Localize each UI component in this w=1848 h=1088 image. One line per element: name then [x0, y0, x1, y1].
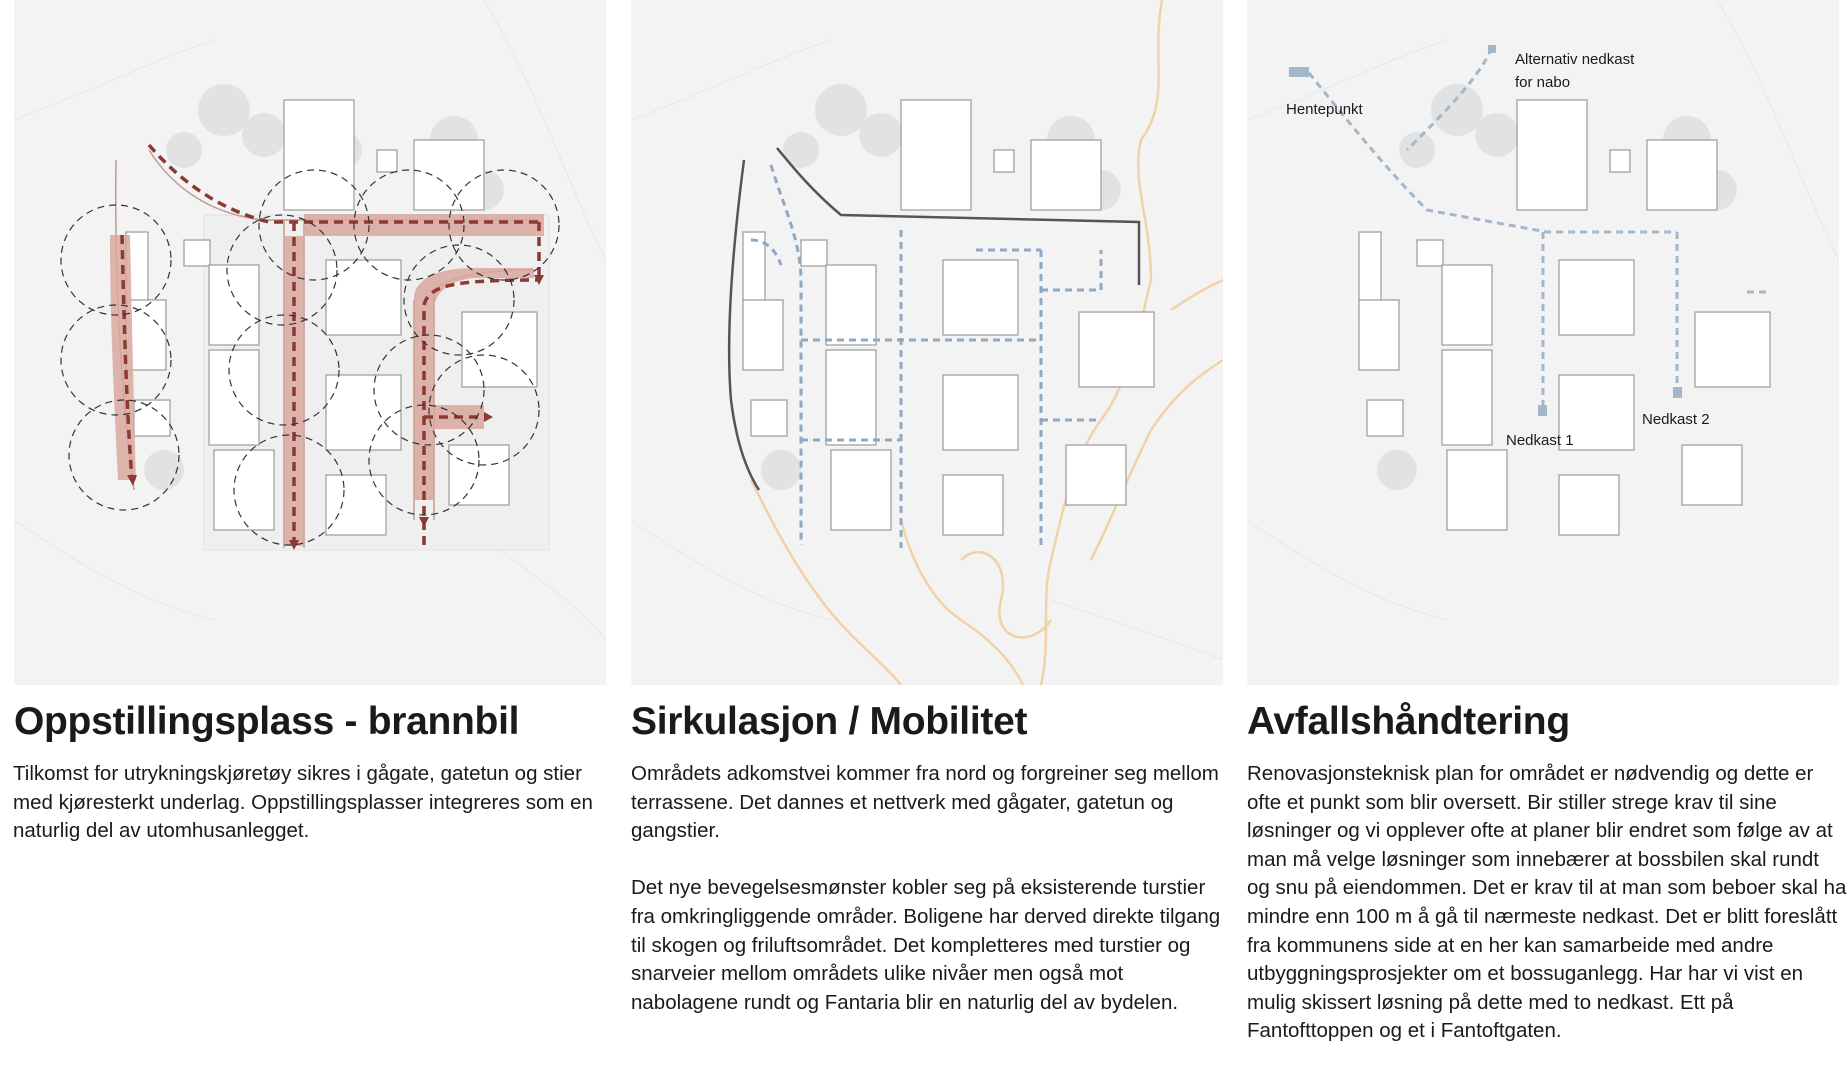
panel-fire-access [13, 0, 606, 843]
panel-title: Oppstillingsplass - brannbil [14, 700, 520, 743]
paragraph: Områdets adkomstvei kommer fra nord og forgreiner seg mellom terrassene. Det dannes et nettverk med gågater, gatetun og gangstier. [631, 762, 1219, 843]
label-line: for nabo [1515, 74, 1571, 91]
alternativ-nedkast-label [1515, 48, 1634, 94]
panel-description [631, 760, 1231, 1017]
label-line: Alternativ nedkast [1515, 51, 1635, 68]
nedkast-2-label: Nedkast 2 [1642, 411, 1710, 428]
nedkast-2-marker [1673, 387, 1682, 398]
nedkast-1-label: Nedkast 1 [1506, 432, 1574, 449]
paragraph: Det nye bevegelsesmønster kobler seg på eksisterende turstier fra omkringliggende områder. Boligene har derved direkte tilgang til skogen og friluftsområdet. Det kompletteres med turstier og snarveier mellom områdets ulike nivåer men også mot nabolagene rundt og Fantaria blir en naturlig del av bydelen. [631, 876, 1221, 1014]
panel-description [1247, 760, 1847, 1046]
paragraph: Tilkomst for utrykningskjøretøy sikres i gågate, gatetun og stier med kjøresterkt underlag. Oppstillingsplasser integreres som en naturlig del av utomhusanlegget. [13, 762, 593, 843]
paragraph: Renovasjonsteknisk plan for området er nødvendig og dette er ofte et punkt som blir oversett. Bir stiller strege krav til sine løsninger og vi opplever ofte at planer blir endret som følge av at man må velge løsninger som innebærer at bossbilen skal rundt og snu på eiendommen. Det er krav til at man som beboer skal ha mindre enn 100 m å gå til nærmeste nedkast. Det er blitt foreslått fra kommunens side at en her kan samarbeide med andre utbyggningsprosjekter om et bossuganlegg. Har har vi vist en mulig skissert løsning på dette med to nedkast. Ett på Fantofttoppen og et i Fantoftgaten. [1247, 762, 1847, 1043]
hentepunkt-marker [1289, 67, 1309, 77]
alternativ-nedkast-marker [1488, 45, 1496, 53]
fire-access-site-plan [14, 0, 606, 685]
panel-circulation [631, 0, 1223, 1014]
panel-waste-management [1247, 0, 1847, 1043]
panel-title: Sirkulasjon / Mobilitet [631, 700, 1028, 743]
panel-description [13, 760, 613, 846]
nedkast-1-marker [1538, 405, 1547, 416]
panel-title: Avfallshåndtering [1247, 700, 1570, 743]
hentepunkt-label: Hentepunkt [1286, 101, 1363, 118]
circulation-site-plan [631, 0, 1223, 685]
